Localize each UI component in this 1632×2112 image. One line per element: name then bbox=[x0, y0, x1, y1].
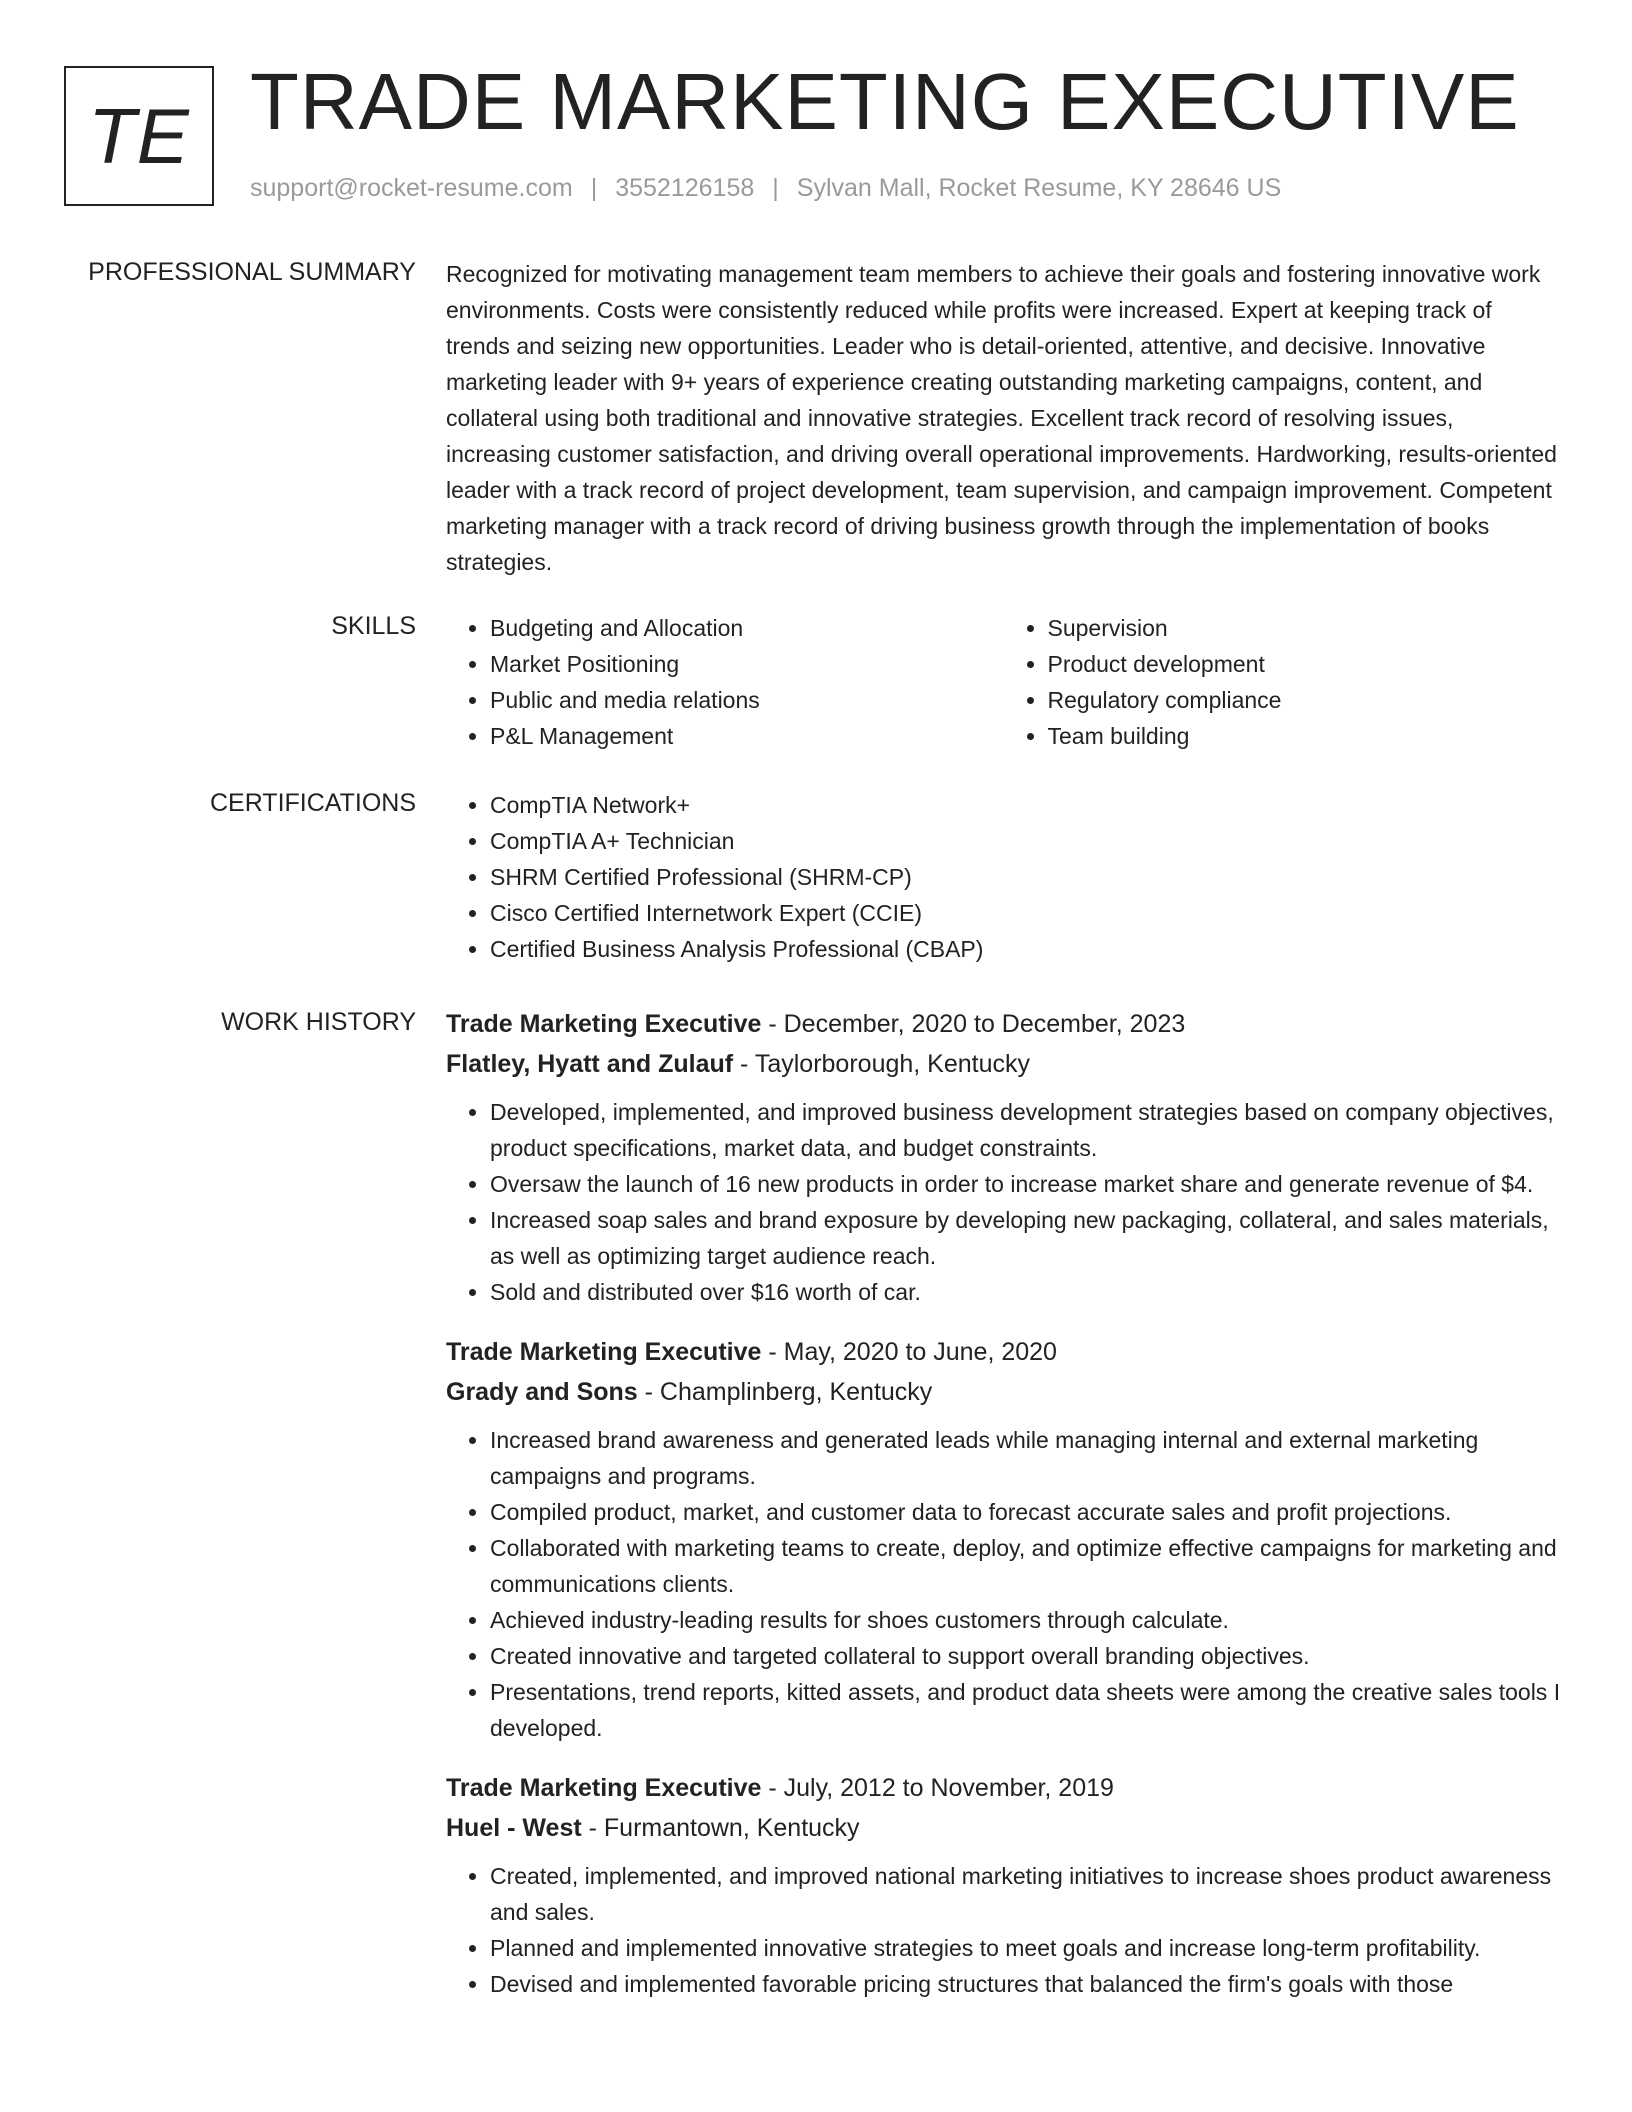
job-title-line bbox=[446, 1768, 1561, 1808]
section-label-skills: SKILLS bbox=[331, 612, 416, 640]
list-item: • Compiled product, market, and customer data to forecast accurate sales and profit projections. bbox=[490, 1494, 1561, 1530]
resume-title: TRADE MARKETING EXECUTIVE bbox=[250, 57, 1520, 146]
job-entry bbox=[446, 1332, 1561, 1746]
list-item: • Public and media relations bbox=[490, 682, 1004, 718]
list-item: • Increased soap sales and brand exposure by developing new packaging, collateral, and sales materials, as well as optimizing target audience reach. bbox=[490, 1202, 1561, 1274]
monogram-initials: TE bbox=[88, 91, 190, 180]
contact-line bbox=[250, 174, 1281, 203]
skills-section bbox=[446, 610, 1561, 754]
contact-separator: | bbox=[772, 174, 779, 202]
section-label-work-history: WORK HISTORY bbox=[221, 1008, 416, 1036]
skills-list-left bbox=[446, 610, 1004, 754]
list-item: • Sold and distributed over $16 worth of car. bbox=[490, 1274, 1561, 1310]
job-company: Grady and Sons bbox=[446, 1378, 638, 1406]
contact-phone: 3552126158 bbox=[615, 174, 755, 202]
job-title-line bbox=[446, 1332, 1561, 1372]
contact-email: support@rocket-resume.com bbox=[250, 174, 573, 202]
monogram-box bbox=[64, 66, 214, 206]
skills-list-right bbox=[1004, 610, 1562, 754]
job-entry bbox=[446, 1004, 1561, 1310]
job-dates: - December, 2020 to December, 2023 bbox=[761, 1010, 1186, 1038]
job-bullets bbox=[446, 1422, 1561, 1746]
job-company: Flatley, Hyatt and Zulauf bbox=[446, 1050, 734, 1078]
list-item: • Created innovative and targeted collateral to support overall branding objectives. bbox=[490, 1638, 1561, 1674]
list-item: • Budgeting and Allocation bbox=[490, 610, 1004, 646]
list-item: • Collaborated with marketing teams to create, deploy, and optimize effective campaigns for marketing and communications clients. bbox=[490, 1530, 1561, 1602]
job-company-line bbox=[446, 1808, 1561, 1848]
list-item: • Regulatory compliance bbox=[1048, 682, 1562, 718]
summary-section bbox=[446, 256, 1561, 580]
list-item: • Market Positioning bbox=[490, 646, 1004, 682]
job-title: Trade Marketing Executive bbox=[446, 1774, 762, 1802]
contact-address: Sylvan Mall, Rocket Resume, KY 28646 US bbox=[796, 174, 1282, 202]
list-item: • P&L Management bbox=[490, 718, 1004, 754]
list-item: • Achieved industry-leading results for shoes customers through calculate. bbox=[490, 1602, 1561, 1638]
job-bullets bbox=[446, 1094, 1561, 1310]
section-label-certifications: CERTIFICATIONS bbox=[209, 789, 416, 817]
job-dates: - July, 2012 to November, 2019 bbox=[761, 1774, 1114, 1802]
job-title: Trade Marketing Executive bbox=[446, 1010, 762, 1038]
list-item: • Team building bbox=[1048, 718, 1562, 754]
list-item: • CompTIA A+ Technician bbox=[490, 823, 1561, 859]
list-item: • SHRM Certified Professional (SHRM-CP) bbox=[490, 859, 1561, 895]
list-item: • Increased brand awareness and generated leads while managing internal and external marketing campaigns and programs. bbox=[490, 1422, 1561, 1494]
job-company-line bbox=[446, 1372, 1561, 1412]
job-title: Trade Marketing Executive bbox=[446, 1338, 762, 1366]
list-item: • Oversaw the launch of 16 new products in order to increase market share and generate revenue of $4. bbox=[490, 1166, 1561, 1202]
list-item: • Cisco Certified Internetwork Expert (CCIE) bbox=[490, 895, 1561, 931]
certifications-section bbox=[446, 787, 1561, 967]
work-history-section bbox=[446, 1004, 1561, 2024]
job-bullets bbox=[446, 1858, 1561, 2002]
job-location: - Furmantown, Kentucky bbox=[581, 1814, 860, 1842]
summary-text: Recognized for motivating management team members to achieve their goals and fostering innovative work environments. Costs were consistently reduced while profits were increased. Expert at keeping track of trends and seizing new opportunities. Leader who is detail-oriented, attentive, and decisive. Innovative marketing leader with 9+ years of experience creating outstanding marketing campaigns, content, and collateral using both traditional and innovative strategies. Excellent track record of resolving issues, increasing customer satisfaction, and driving overall operational improvements. Hardworking, results-oriented leader with a track record of project development, team supervision, and campaign improvement. Competent marketing manager with a track record of driving business growth through the implementation of books strategies. bbox=[446, 261, 1557, 575]
job-location: - Taylorborough, Kentucky bbox=[733, 1050, 1031, 1078]
job-dates: - May, 2020 to June, 2020 bbox=[761, 1338, 1057, 1366]
list-item: • Supervision bbox=[1048, 610, 1562, 646]
job-location: - Champlinberg, Kentucky bbox=[637, 1378, 933, 1406]
list-item: • Devised and implemented favorable pricing structures that balanced the firm's goals with those bbox=[490, 1966, 1561, 2002]
job-entry bbox=[446, 1768, 1561, 2002]
list-item: • CompTIA Network+ bbox=[490, 787, 1561, 823]
certifications-list bbox=[446, 787, 1561, 967]
list-item: • Certified Business Analysis Professional (CBAP) bbox=[490, 931, 1561, 967]
job-title-line bbox=[446, 1004, 1561, 1044]
list-item: • Presentations, trend reports, kitted assets, and product data sheets were among the creative sales tools I developed. bbox=[490, 1674, 1561, 1746]
list-item: • Product development bbox=[1048, 646, 1562, 682]
contact-separator: | bbox=[590, 174, 598, 202]
list-item: • Planned and implemented innovative strategies to meet goals and increase long-term profitability. bbox=[490, 1930, 1561, 1966]
job-company: Huel - West bbox=[446, 1814, 582, 1842]
list-item: • Created, implemented, and improved national marketing initiatives to increase shoes product awareness and sales. bbox=[490, 1858, 1561, 1930]
job-company-line bbox=[446, 1044, 1561, 1084]
list-item: • Developed, implemented, and improved business development strategies based on company objectives, product specifications, market data, and budget constraints. bbox=[490, 1094, 1561, 1166]
section-label-summary: PROFESSIONAL SUMMARY bbox=[88, 258, 416, 286]
